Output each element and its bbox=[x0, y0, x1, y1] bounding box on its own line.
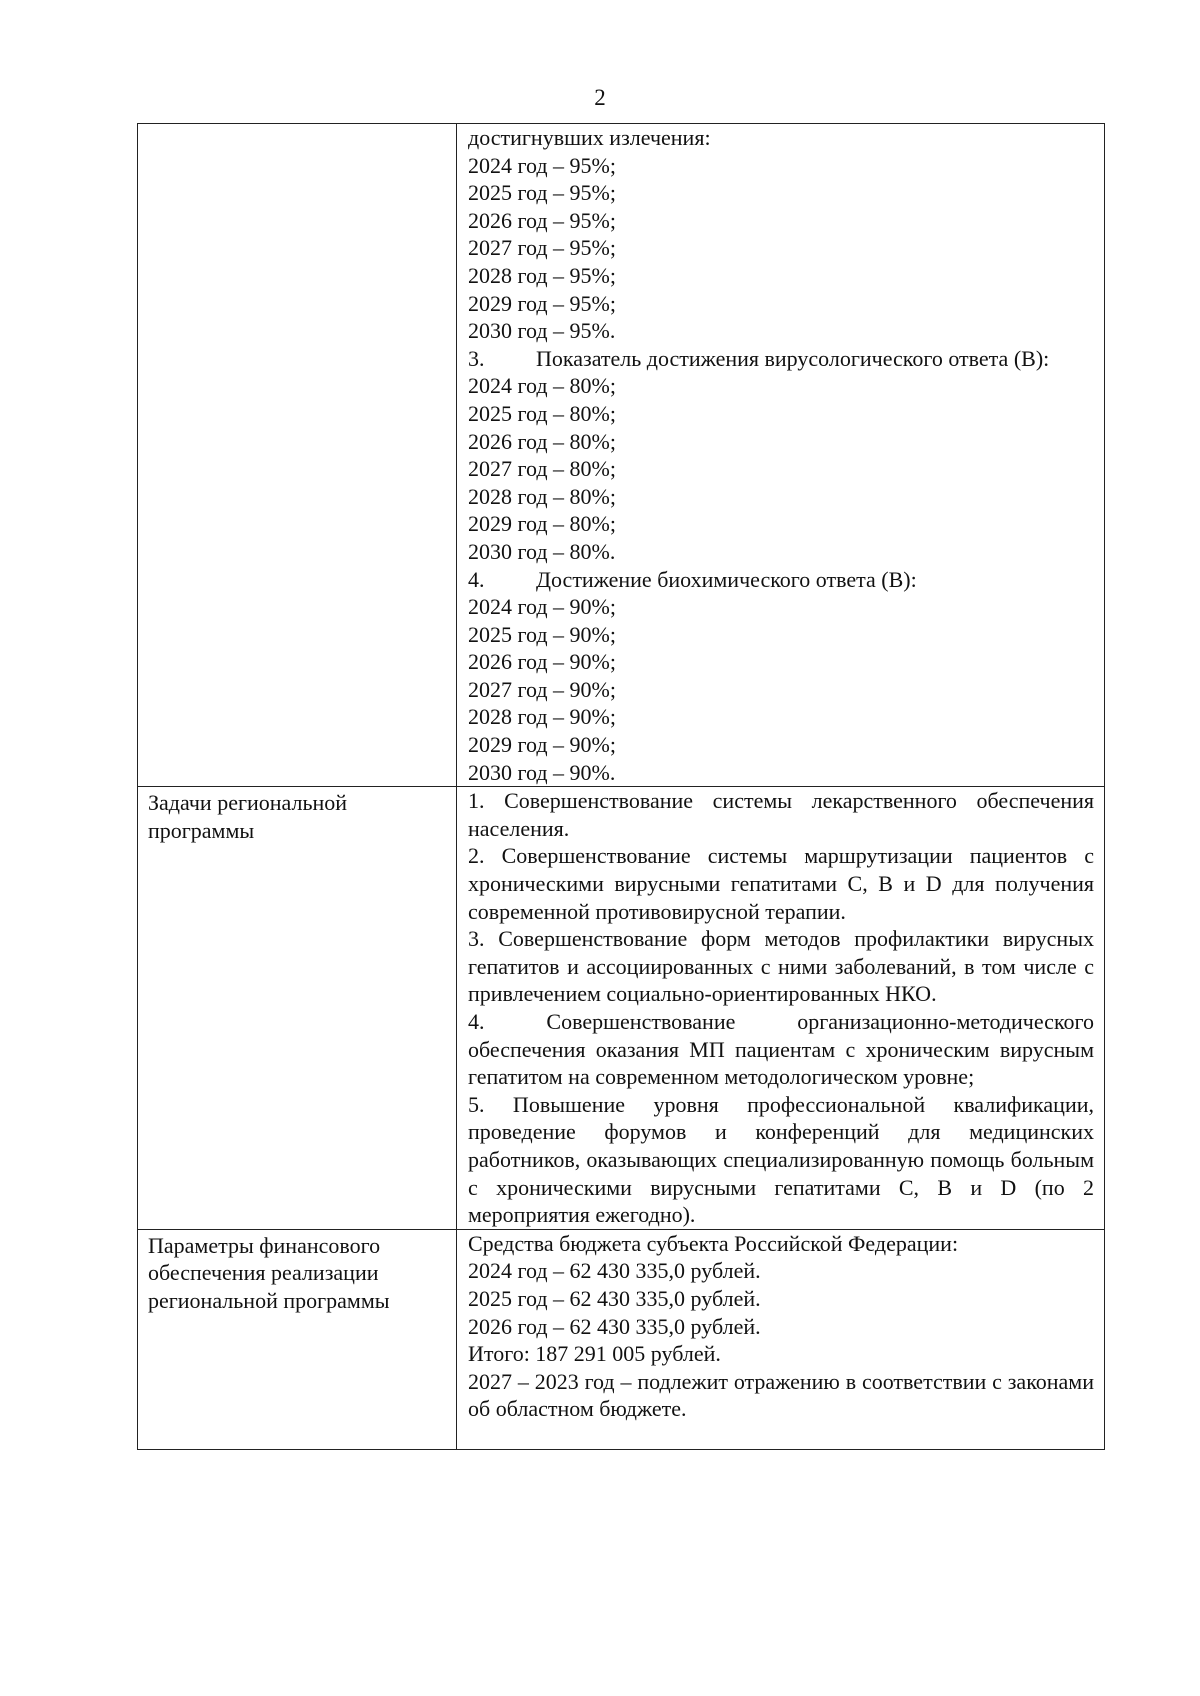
financing-label: Параметры финансового обеспечения реализации региональной программы bbox=[148, 1232, 390, 1313]
financing-year-item: 2025 год – 62 430 335,0 рублей. bbox=[468, 1285, 761, 1311]
virologic-rate-item: 2025 год – 80%; bbox=[468, 400, 616, 426]
virologic-rate-item: 2028 год – 80%; bbox=[468, 483, 616, 509]
financing-total: Итого: 187 291 005 рублей. bbox=[468, 1341, 721, 1367]
cure-rate-item: 2030 год – 95%. bbox=[468, 318, 616, 344]
biochemical-rate-item: 2028 год – 90%; bbox=[468, 704, 616, 730]
virologic-rate-item: 2027 год – 80%; bbox=[468, 456, 616, 482]
cure-rate-item: 2026 год – 95%; bbox=[468, 207, 616, 233]
virologic-rate-item: 2026 год – 80%; bbox=[468, 428, 616, 454]
indicator-4-text: Достижение биохимического ответа (В): bbox=[536, 566, 917, 592]
cure-rate-item: 2029 год – 95%; bbox=[468, 290, 616, 316]
biochemical-rate-item: 2024 год – 90%; bbox=[468, 594, 616, 620]
cure-intro: достигнувших излечения: bbox=[468, 125, 711, 150]
program-passport-table bbox=[137, 123, 1105, 1450]
financing-note: 2027 – 2023 год – подлежит отражению в соответствии с законами об областном бюджете. bbox=[468, 1368, 1094, 1422]
cure-rate-item: 2025 год – 95%; bbox=[468, 180, 616, 206]
task-item: 3. Совершенствование форм методов профилактики вирусных гепатитов и ассоциированных с ними заболеваний, в том числе с привлечением социально-ориентированных НКО. bbox=[468, 926, 1094, 1007]
targets-label-cell bbox=[138, 124, 457, 787]
page-number: 2 bbox=[594, 85, 606, 110]
financing-year-item: 2026 год – 62 430 335,0 рублей. bbox=[468, 1313, 761, 1339]
biochemical-rate-item: 2029 год – 90%; bbox=[468, 732, 616, 758]
financing-year-item: 2024 год – 62 430 335,0 рублей. bbox=[468, 1258, 761, 1284]
task-item: 2. Совершенствование системы маршрутизации пациентов с хроническими вирусными гепатитами С, В и D для получения современной противовирусной терапии. bbox=[468, 843, 1094, 924]
biochemical-rate-item: 2025 год – 90%; bbox=[468, 621, 616, 647]
biochemical-rate-item: 2026 год – 90%; bbox=[468, 649, 616, 675]
indicator-3-text: Показатель достижения вирусологического ответа (В): bbox=[536, 345, 1050, 371]
biochemical-rate-item: 2030 год – 90%. bbox=[468, 759, 616, 785]
virologic-rate-item: 2030 год – 80%. bbox=[468, 538, 616, 564]
task-item: 4. Совершенствование организационно-методического обеспечения оказания МП пациентам с хроническим вирусным гепатитом на современном методологическом уровне; bbox=[468, 1009, 1094, 1090]
tasks-content-cell bbox=[457, 787, 1105, 1230]
financing-source: Средства бюджета субъекта Российской Федерации: bbox=[468, 1230, 959, 1256]
cure-rate-item: 2027 год – 95%; bbox=[468, 235, 616, 261]
table-row-targets bbox=[138, 124, 1105, 787]
biochemical-rate-item: 2027 год – 90%; bbox=[468, 676, 616, 702]
cell-bottom-space bbox=[468, 1423, 1094, 1449]
financing-label-cell bbox=[138, 1229, 457, 1449]
financing-content-cell bbox=[457, 1229, 1105, 1449]
indicator-4-heading bbox=[468, 566, 1094, 594]
tasks-label: Задачи региональной программы bbox=[148, 790, 348, 843]
virologic-rate-item: 2024 год – 80%; bbox=[468, 373, 616, 399]
cure-rate-item: 2028 год – 95%; bbox=[468, 262, 616, 288]
targets-content-cell bbox=[457, 124, 1105, 787]
indicator-3-number: 3. bbox=[468, 345, 485, 371]
virologic-rate-item: 2029 год – 80%; bbox=[468, 511, 616, 537]
cure-rate-item: 2024 год – 95%; bbox=[468, 152, 616, 178]
task-item: 1. Совершенствование системы лекарственного обеспечения населения. bbox=[468, 788, 1094, 841]
indicator-4-number: 4. bbox=[468, 566, 485, 592]
indicator-3-heading bbox=[468, 345, 1094, 373]
task-item: 5. Повышение уровня профессиональной квалификации, проведение форумов и конференций для медицинских работников, оказывающих специализированную помощь больным с хроническими вирусными гепатитами С, В и D (по 2 мероприятия ежегодно). bbox=[468, 1091, 1094, 1228]
table-row-tasks bbox=[138, 787, 1105, 1230]
table-row-financing bbox=[138, 1229, 1105, 1449]
tasks-label-cell bbox=[138, 787, 457, 1230]
